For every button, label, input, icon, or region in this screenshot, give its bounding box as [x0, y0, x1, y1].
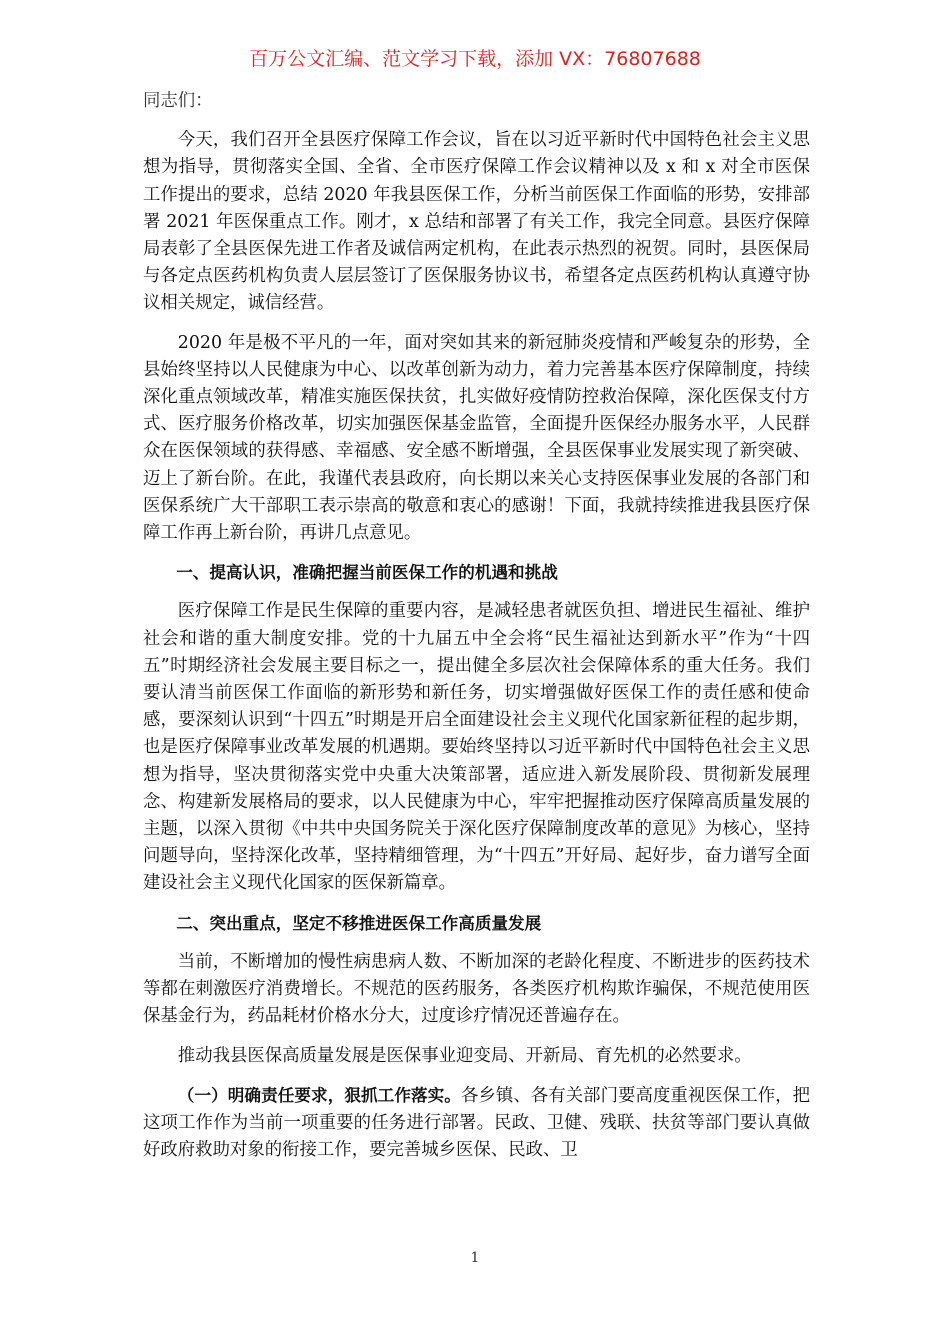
promo-banner: 百万公文汇编、范文学习下载，添加 VX：76807688	[249, 48, 701, 70]
paragraph-opportunities: 医疗保障工作是民生保障的重要内容，是减轻患者就医负担、增进民生福祉、维护社会和谐的重大制度安排。党的十九届五中全会将“民生福祉达到新水平”作为“十四五”时期经济社会发展主要目标之一，提出健全多层次社会保障体系的重大任务。我们要认清当前医保工作面临的新形势和新任务，切实增强做好医保工作的责任感和使命感，要深刻认识到“十四五”时期是开启全面建设社会主义现代化国家新征程的起步期，也是医疗保障事业改革发展的机遇期。要始终坚持以习近平新时代中国特色社会主义思想为指导，坚决贯彻落实党中央重大决策部署，适应进入新发展阶段、贯彻新发展理念、构建新发展格局的要求，以人民健康为中心，牢牢把握推动医疗保障高质量发展的主题，以深入贯彻《中共中央国务院关于深化医疗保障制度改革的意见》为核心，坚持问题导向，坚持深化改革，坚持精细管理，为“十四五”开好局、起好步，奋力谱写全面建设社会主义现代化国家的医保新篇章。	[143, 601, 810, 894]
paragraph-current-issues: 当前，不断增加的慢性病患病人数、不断加深的老龄化程度、不断进步的医药技术等都在刺激医疗消费增长。不规范的医药服务，各类医疗机构欺诈骗保，不规范使用医保基金行为，药品耗材价格水分大，过度诊疗情况还普遍存在。	[143, 951, 810, 1027]
page-number: 1	[470, 1250, 480, 1266]
paragraph-review-2020: 2020 年是极不平凡的一年，面对突如其来的新冠肺炎疫情和严峻复杂的形势，全县始终坚持以人民健康为中心、以改革创新为动力，着力完善基本医疗保障制度，持续深化重点领域改革，精准实施医保扶贫，扎实做好疫情防控救治保障，深化医保支付方式、医疗服务价格改革，切实加强医保基金监管，全面提升医保经办服务水平，人民群众在医保领域的获得感、幸福感、安全感不断增强，全县医保事业发展实现了新突破、迈上了新台阶。在此，我谨代表县政府，向长期以来关心支持医保事业发展的各部门和医保系统广大干部职工表示崇高的敬意和衷心的感谢！下面，我就持续推进我县医疗保障工作再上新台阶，再讲几点意见。	[143, 332, 810, 544]
paragraph-requirement: 推动我县医保高质量发展是医保事业迎变局、开新局、育先机的必然要求。	[177, 1045, 752, 1066]
document-body	[143, 88, 810, 1176]
section-heading-1: 一、提高认识，准确把握当前医保工作的机遇和挑战	[176, 563, 558, 583]
paragraph-opening: 今天，我们召开全县医疗保障工作会议，旨在以习近平新时代中国特色社会主义思想为指导，贯彻落实全国、全省、全市医疗保障工作会议精神以及 x 和 x 对全市医保工作提出的要求，总结 2020 年我县医保工作，分析当前医保工作面临的形势，安排部署 2021 年医保重点工作。刚才，x 总结和部署了有关工作，我完全同意。县医疗保障局表彰了全县医保先进工作者及诚信两定机构，在此表示热烈的祝贺。同时，县医保局与各定点医药机构负责人层层签订了医保服务协议书，希望各定点医药机构认真遵守协议相关规定，诚信经营。	[143, 130, 810, 314]
subsection-text: 各乡镇、各有关部门要高度重视医保工作，把这项工作作为当前一项重要的任务进行部署。民政、卫健、残联、扶贫等部门要认真做好政府救助对象的衔接工作，要完善城乡医保、民政、卫	[143, 1085, 810, 1161]
subsection-lead: （一）明确责任要求，狠抓工作落实。	[177, 1085, 461, 1105]
paragraph-responsibility	[143, 1082, 810, 1165]
salutation: 同志们：	[143, 91, 213, 111]
section-heading-2: 二、突出重点，坚定不移推进医保工作高质量发展	[176, 913, 542, 933]
